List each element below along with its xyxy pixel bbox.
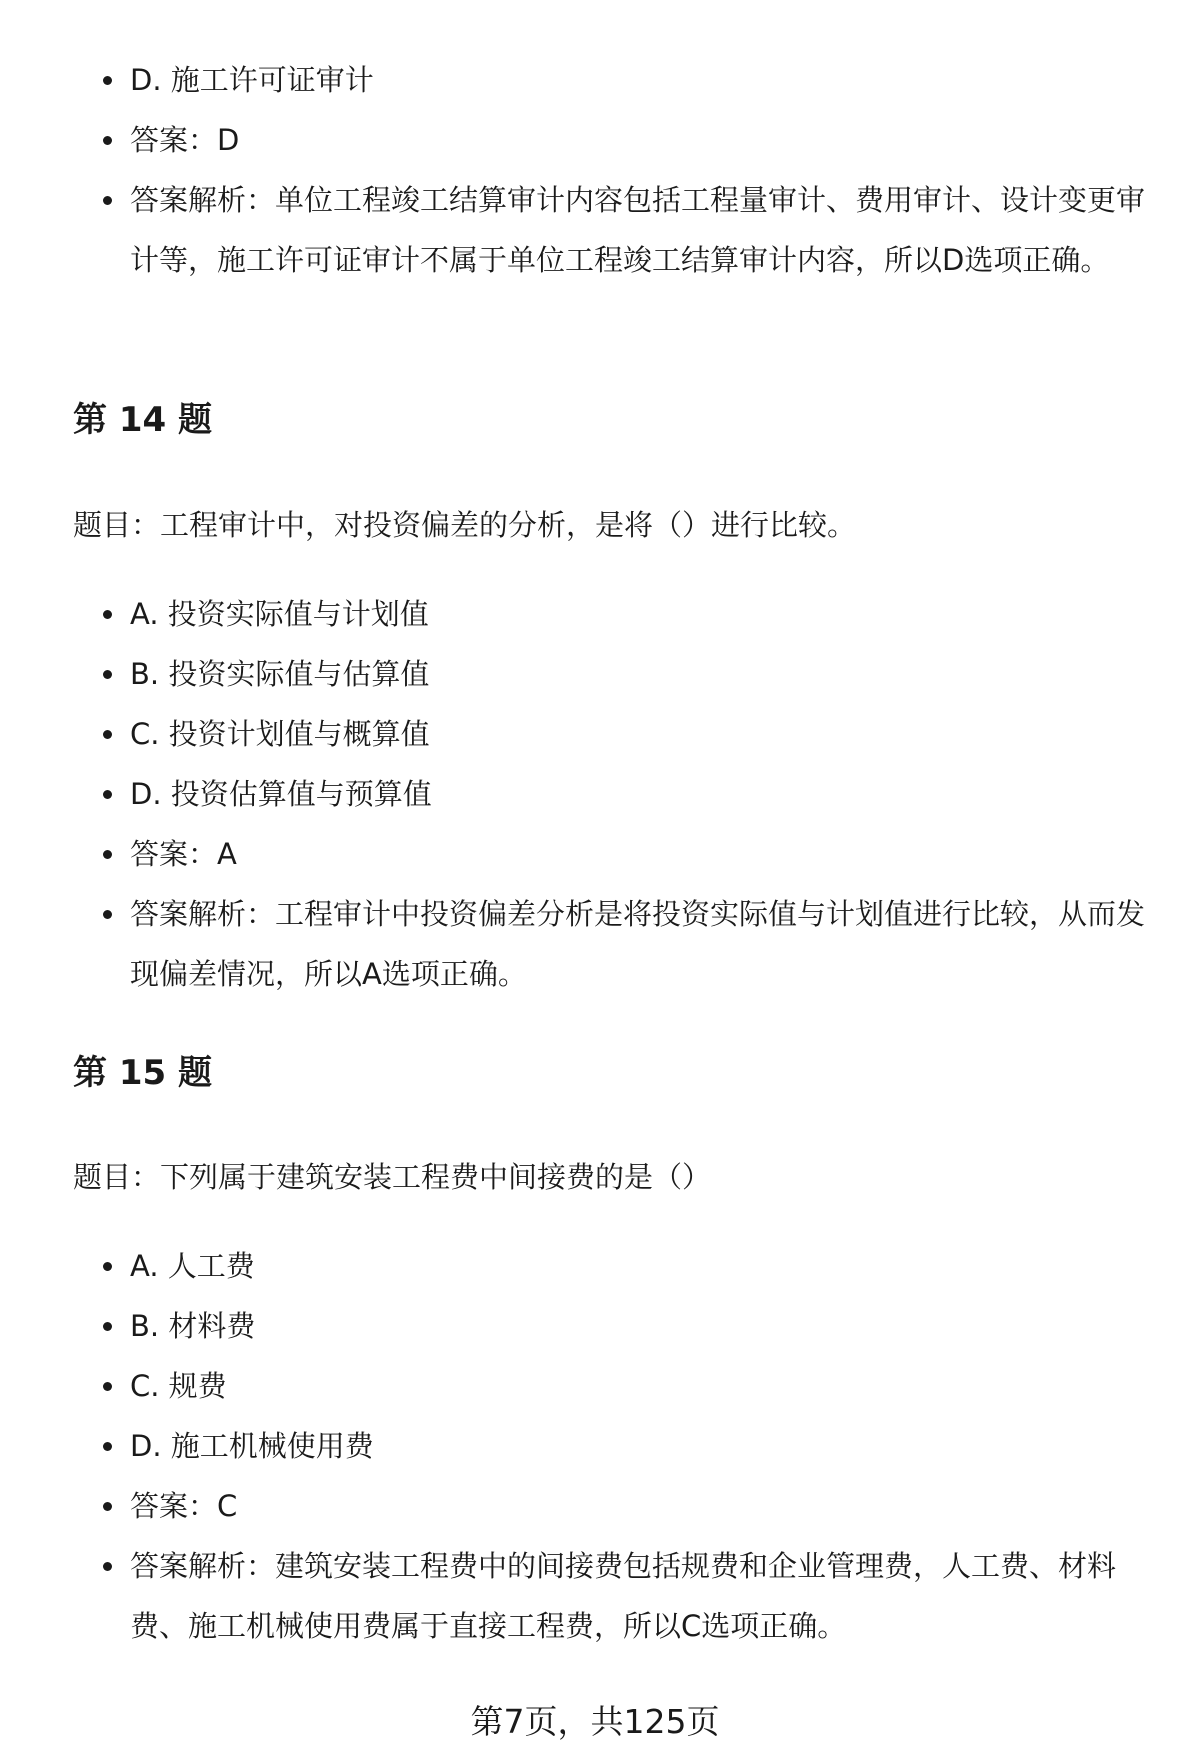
option-d-text: D. 施工许可证审计 xyxy=(130,63,374,97)
list-item xyxy=(0,1416,1190,1476)
option-b-text: B. 投资实际值与估算值 xyxy=(130,657,430,691)
bullet-icon xyxy=(103,136,112,145)
list-item xyxy=(0,764,1190,824)
list-item xyxy=(0,824,1190,884)
option-d-text: D. 投资估算值与预算值 xyxy=(130,777,432,811)
bullet-icon xyxy=(103,76,112,85)
question-heading: 第 14 题 xyxy=(73,400,212,440)
bullet-icon xyxy=(103,790,112,799)
prev-question-list xyxy=(0,50,1190,290)
bullet-icon xyxy=(103,1442,112,1451)
list-item xyxy=(0,110,1190,170)
q15-option-list xyxy=(0,1236,1190,1656)
list-item xyxy=(0,584,1190,644)
bullet-icon xyxy=(103,1382,112,1391)
bullet-icon xyxy=(103,610,112,619)
option-c-text: C. 投资计划值与概算值 xyxy=(130,717,430,751)
explanation-text: 答案解析：建筑安装工程费中的间接费包括规费和企业管理费，人工费、材料费、施工机械使用费属于直接工程费，所以C选项正确。 xyxy=(130,1549,1117,1643)
list-item xyxy=(0,1236,1190,1296)
bullet-icon xyxy=(103,1562,112,1571)
option-a-text: A. 人工费 xyxy=(130,1249,255,1283)
list-item xyxy=(0,1356,1190,1416)
bullet-icon xyxy=(103,196,112,205)
bullet-icon xyxy=(103,730,112,739)
list-item xyxy=(0,170,1190,290)
bullet-icon xyxy=(103,1502,112,1511)
list-item xyxy=(0,1476,1190,1536)
explanation-text: 答案解析：单位工程竣工结算审计内容包括工程量审计、费用审计、设计变更审计等，施工许可证审计不属于单位工程竣工结算审计内容，所以D选项正确。 xyxy=(130,183,1146,277)
bullet-icon xyxy=(103,1262,112,1271)
option-c-text: C. 规费 xyxy=(130,1369,227,1403)
list-item xyxy=(0,1296,1190,1356)
answer-text: 答案：D xyxy=(130,123,240,157)
page-number: 第7页，共125页 xyxy=(470,1702,720,1741)
question-heading: 第 15 题 xyxy=(73,1053,212,1093)
option-a-text: A. 投资实际值与计划值 xyxy=(130,597,429,631)
question-text: 题目：工程审计中，对投资偏差的分析，是将（）进行比较。 xyxy=(73,508,857,542)
list-item xyxy=(0,1536,1190,1656)
question-text: 题目：下列属于建筑安装工程费中间接费的是（） xyxy=(73,1160,712,1194)
list-item xyxy=(0,704,1190,764)
option-d-text: D. 施工机械使用费 xyxy=(130,1429,374,1463)
list-item xyxy=(0,644,1190,704)
bullet-icon xyxy=(103,850,112,859)
list-item xyxy=(0,50,1190,110)
bullet-icon xyxy=(103,910,112,919)
bullet-icon xyxy=(103,1322,112,1331)
answer-text: 答案：C xyxy=(130,1489,238,1523)
option-b-text: B. 材料费 xyxy=(130,1309,256,1343)
explanation-text: 答案解析：工程审计中投资偏差分析是将投资实际值与计划值进行比较，从而发现偏差情况，所以A选项正确。 xyxy=(130,897,1146,991)
answer-text: 答案：A xyxy=(130,837,237,871)
bullet-icon xyxy=(103,670,112,679)
q14-option-list xyxy=(0,584,1190,1004)
list-item xyxy=(0,884,1190,1004)
